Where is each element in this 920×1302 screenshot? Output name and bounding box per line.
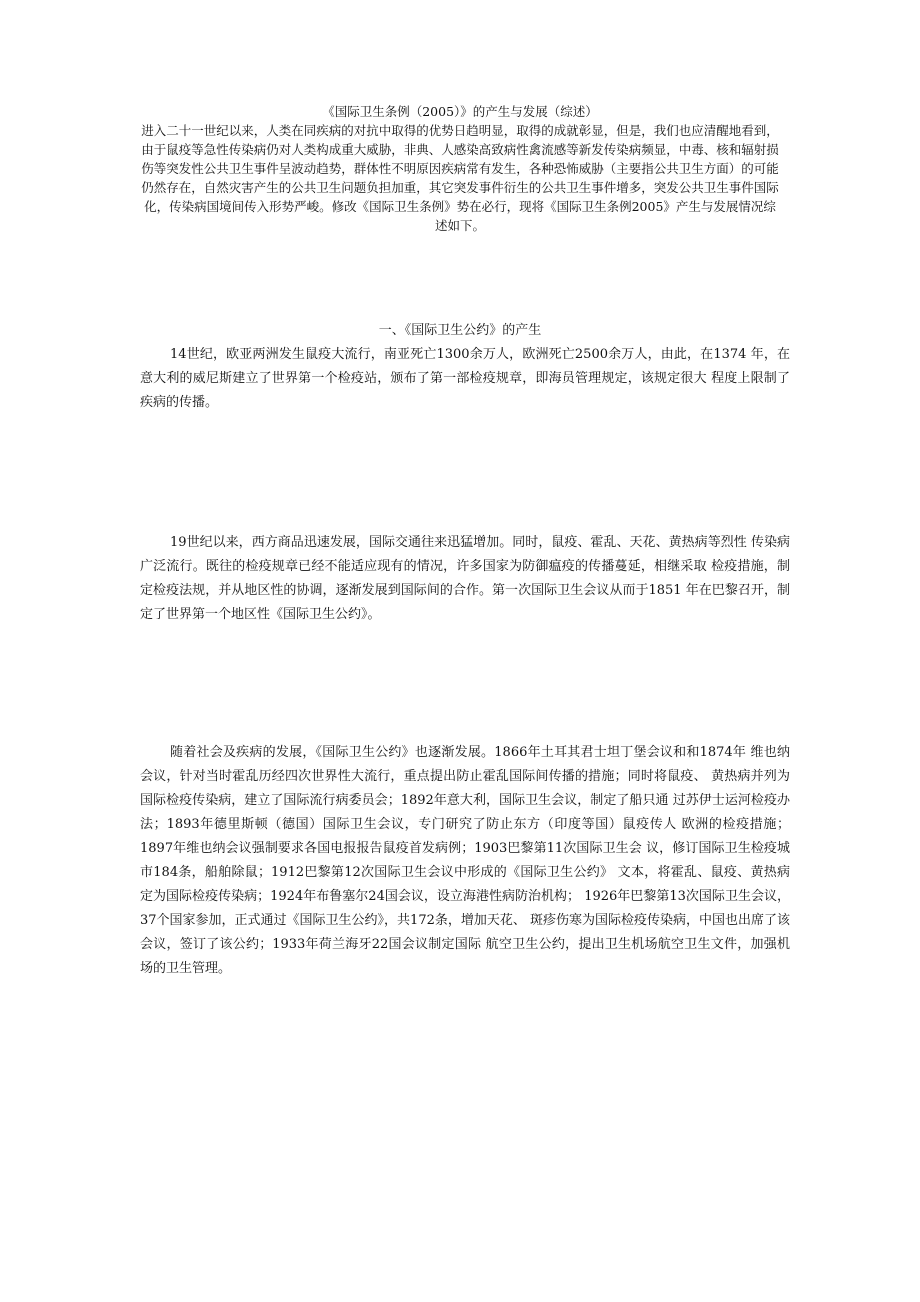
paragraph-2: 19世纪以来，西方商品迅速发展，国际交通往来迅猛增加。同时，鼠疫、霍乱、天花、黄热病等烈性 传染病广泛流行。既往的检疫规章已经不能适应现有的情况，许多国家为防御瘟疫的传播蔓延，相继采取 检疫措施，制定检疫法规，并从地区性的协调，逐渐发展到国际间的合作。第一次国际卫生会议从而于1851 年在巴黎召开，制定了世界第一个地区性《国际卫生公约》。 [140, 535, 790, 622]
abstract-text: 进入二十一世纪以来，人类在同疾病的对抗中取得的优势日趋明显，取得的成就彰显，但是，我们也应清醒地看到，由于鼠疫等急性传染病仍对人类构成重大威胁，非典、人感染高致病性禽流感等新发传染病频显，中毒、核和辐射损伤等突发性公共卫生事件呈波动趋势，群体性不明原因疾病常有发生，各种恐怖威胁（主要指公共卫生方面）的可能仍然存在，自然灾害产生的公共卫生问题负担加重，其它突发事件衍生的公共卫生事件增多，突发公共卫生事件国际化，传染病国境间传入形势严峻。修改《国际卫生条例》势在必行，现将《国际卫生条例2005》产生与发展情况综述如下。 [141, 123, 779, 233]
paragraph-3: 随着社会及疾病的发展，《国际卫生公约》也逐渐发展。1866年土耳其君士坦丁堡会议和和1874年 维也纳会议，针对当时霍乱历经四次世界性大流行，重点提出防止霍乱国际间传播的措施；同时将鼠疫、 黄热病并列为国际检疫传染病，建立了国际流行病委员会；1892年意大利，国际卫生会议，制定了船只通 过苏伊士运河检疫办法；1893年德里斯顿（德国）国际卫生会议，专门研究了防止东方（印度等国）鼠疫传人 欧洲的检疫措施；1897年维也纳会议强制要求各国电报报告鼠疫首发病例；1903巴黎第11次国际卫生会 议，修订国际卫生检疫城市184条，船舶除鼠；1912巴黎第12次国际卫生会议中形成的《国际卫生公约》 文本，将霍乱、鼠疫、黄热病定为国际检疫传染病；1924年布鲁塞尔24国会议，设立海港性病防治机构； 1926年巴黎第13次国际卫生会议，37个国家参加，正式通过《国际卫生公约》，共172条，增加天花、 斑疹伤寒为国际检疫传染病，中国也出席了该会议，签订了该公约；1933年荷兰海牙22国会议制定国际 航空卫生公约，提出卫生机场航空卫生文件，加强机场的卫生管理。 [140, 745, 790, 976]
intro-block [140, 102, 780, 235]
paragraph-1: 14世纪，欧亚两洲发生鼠疫大流行，南亚死亡1300余万人，欧洲死亡2500余万人，由此，在1374 年，在意大利的威尼斯建立了世界第一个检疫站，颁布了第一部检疫规章，即海员管理规定，该规定很大 程度上限制了疾病的传播。 [140, 347, 790, 410]
section-heading: 一、《国际卫生公约》的产生 [378, 323, 542, 338]
document-title: 《国际卫生条例（2005）》的产生与发展（综述） [322, 104, 598, 119]
